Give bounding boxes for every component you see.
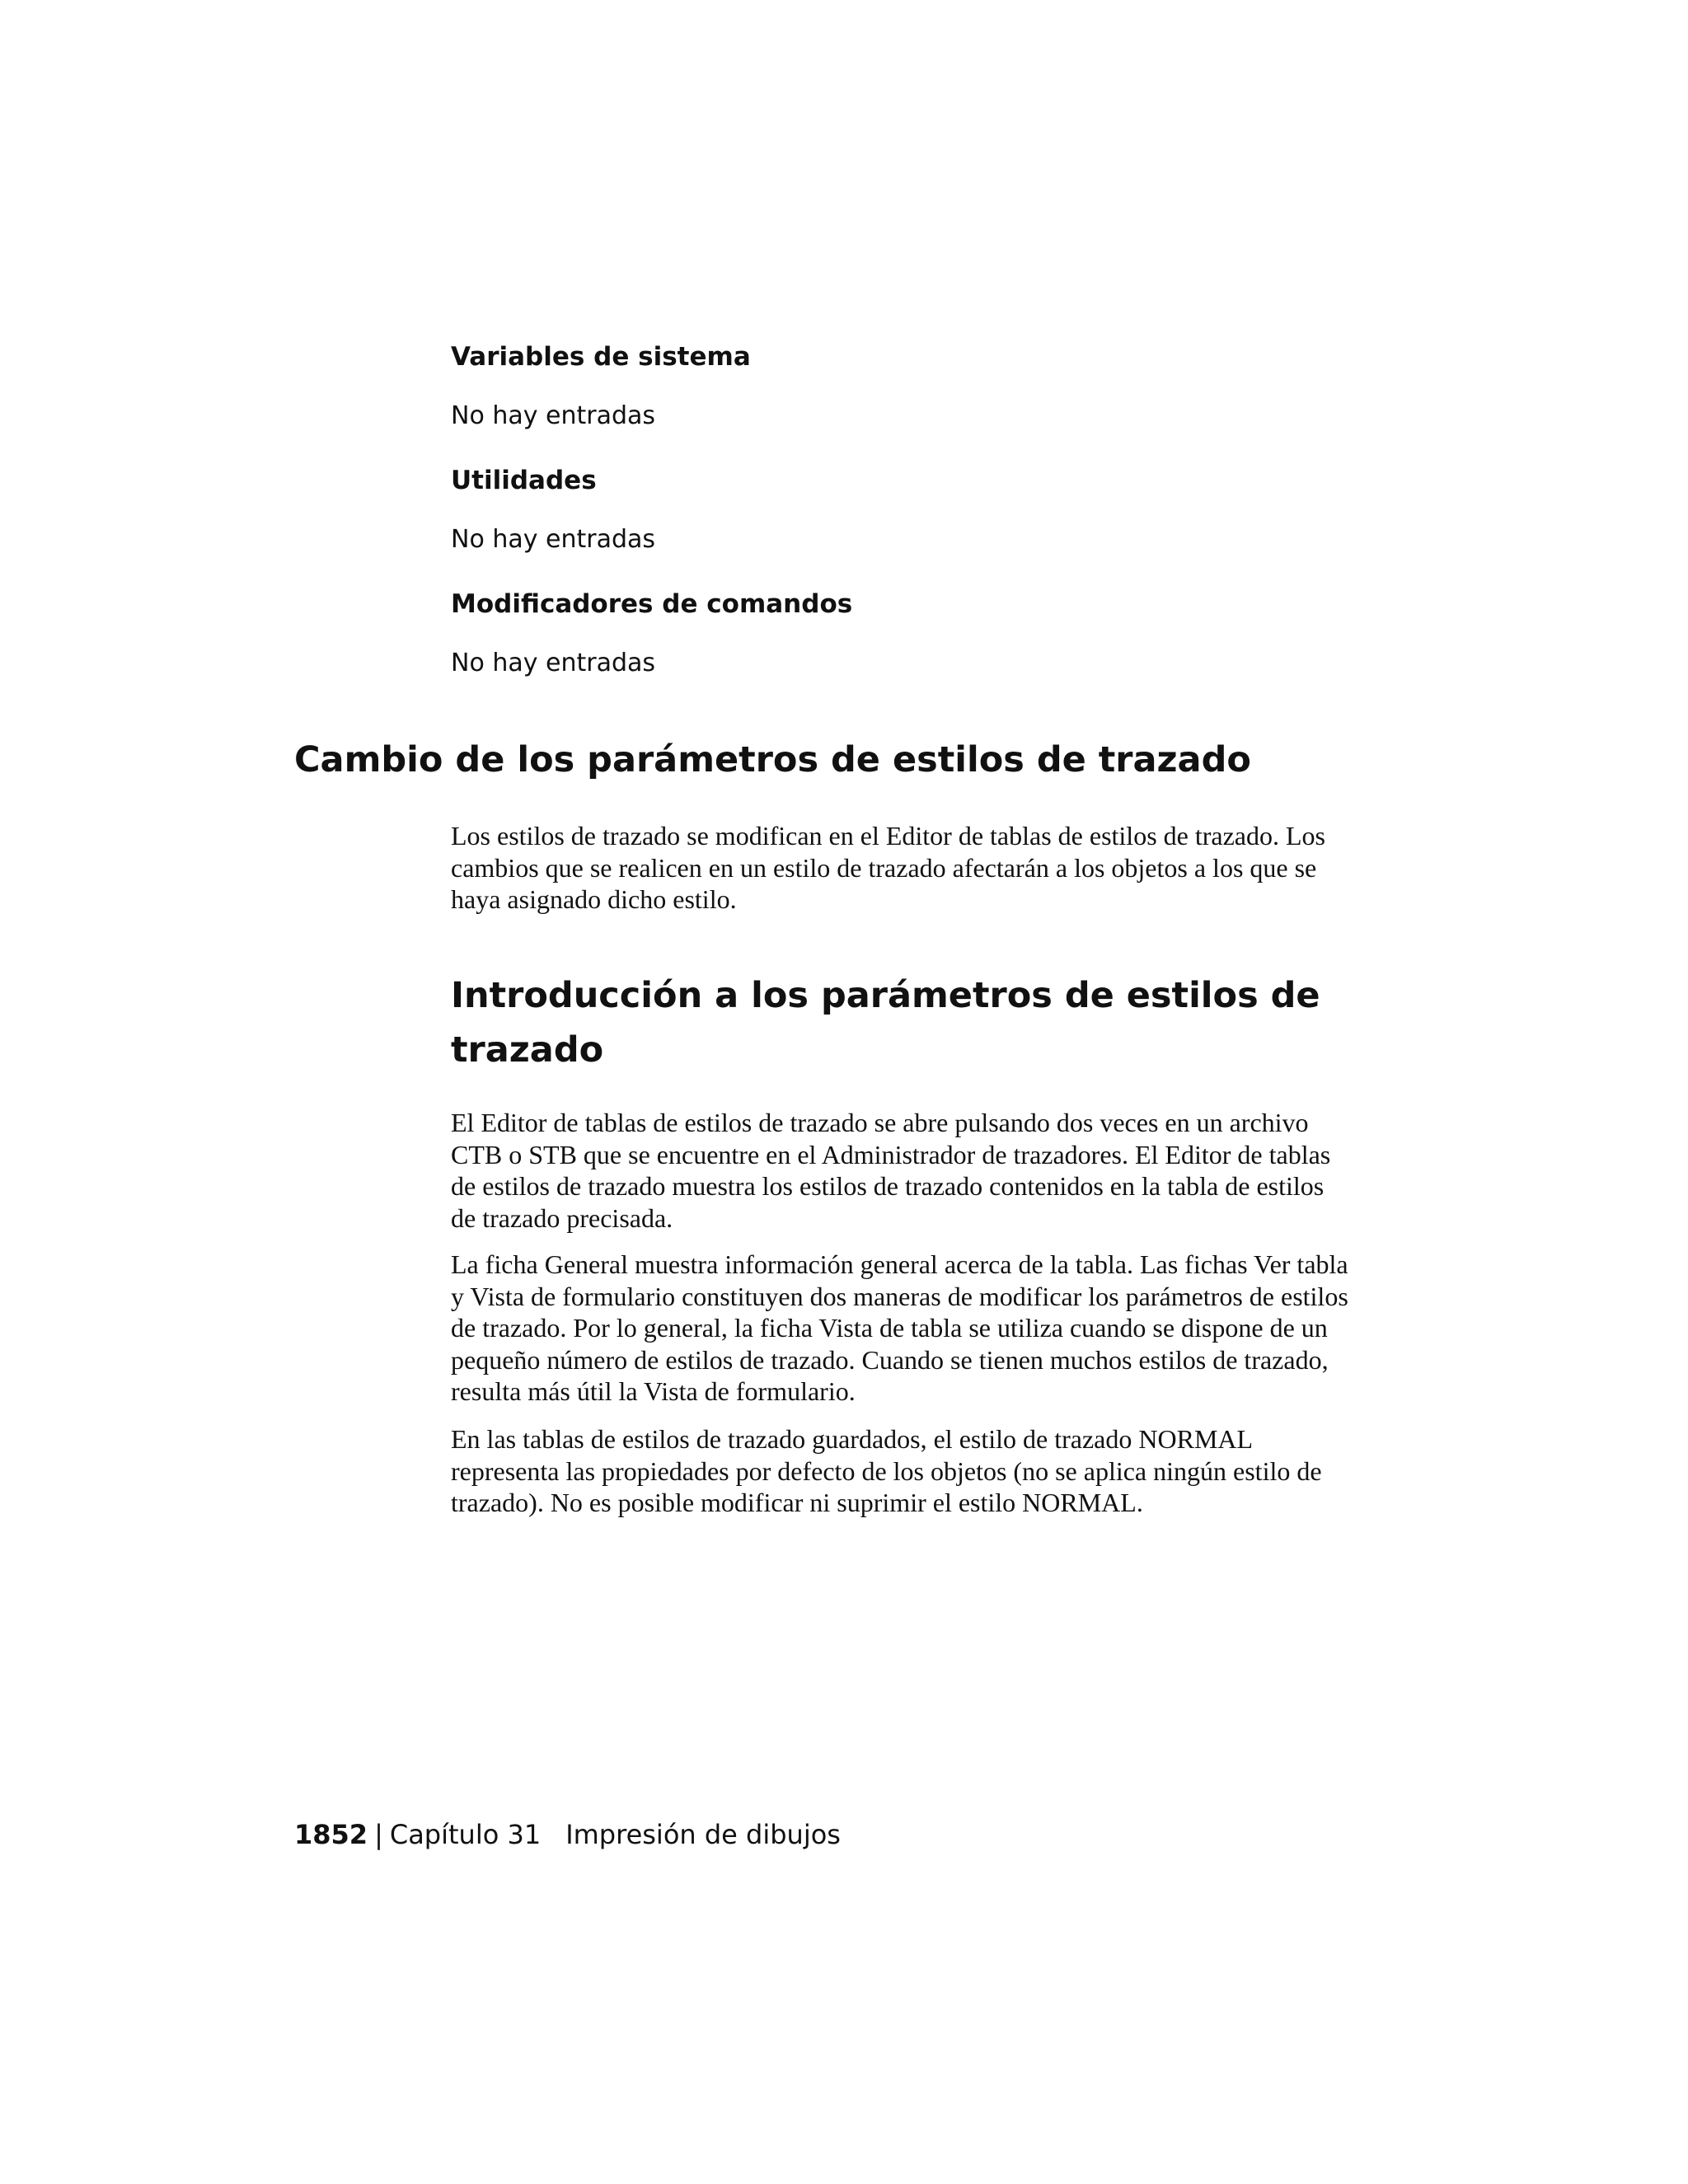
footer-separator: | <box>374 1819 383 1850</box>
utilities-heading: Utilidades <box>451 466 597 495</box>
chapter-title: Impresión de dibujos <box>565 1819 841 1850</box>
command-modifiers-heading: Modificadores de comandos <box>451 589 853 619</box>
main-intro-paragraph: Los estilos de trazado se modifican en el Editor de tablas de estilos de trazado. Los cambios que se realicen en un estilo de trazado afectarán a los objetos a los que se haya asignado dicho estilo. <box>451 821 1325 914</box>
body-paragraph-2: La ficha General muestra información general acerca de la tabla. Las fichas Ver tabla y Vista de formulario constituyen dos maneras de modificar los parámetros de estilos de trazado. Por lo general, la ficha Vista de tabla se utiliza cuando se dispone de un pequeño número de estilos de trazado. Cuando se tienen muchos estilos de trazado, resulta más útil la Vista de formulario. <box>451 1249 1348 1406</box>
utilities-entry: No hay entradas <box>451 525 656 554</box>
command-modifiers-entry: No hay entradas <box>451 649 656 677</box>
body-paragraph-3: En las tablas de estilos de trazado guardados, el estilo de trazado NORMAL representa las propiedades por defecto de los objetos (no se aplica ningún estilo de trazado). No es posible modificar ni suprimir el estilo NORMAL. <box>451 1424 1322 1517</box>
body-paragraph-1: El Editor de tablas de estilos de trazado se abre pulsando dos veces en un archivo CTB o STB que se encuentre en el Administrador de trazadores. El Editor de tablas de estilos de trazado muestra los estilos de trazado contenidos en la tabla de estilos de trazado precisada. <box>451 1108 1331 1233</box>
page-footer <box>294 1816 841 1853</box>
sub-heading: Introducción a los parámetros de estilos de trazado <box>451 975 1320 1071</box>
chapter-label: Capítulo 31 <box>389 1819 542 1850</box>
system-variables-entry: No hay entradas <box>451 401 656 430</box>
page-number: 1852 <box>294 1819 368 1850</box>
main-heading: Cambio de los parámetros de estilos de trazado <box>294 739 1251 780</box>
system-variables-heading: Variables de sistema <box>451 342 751 372</box>
